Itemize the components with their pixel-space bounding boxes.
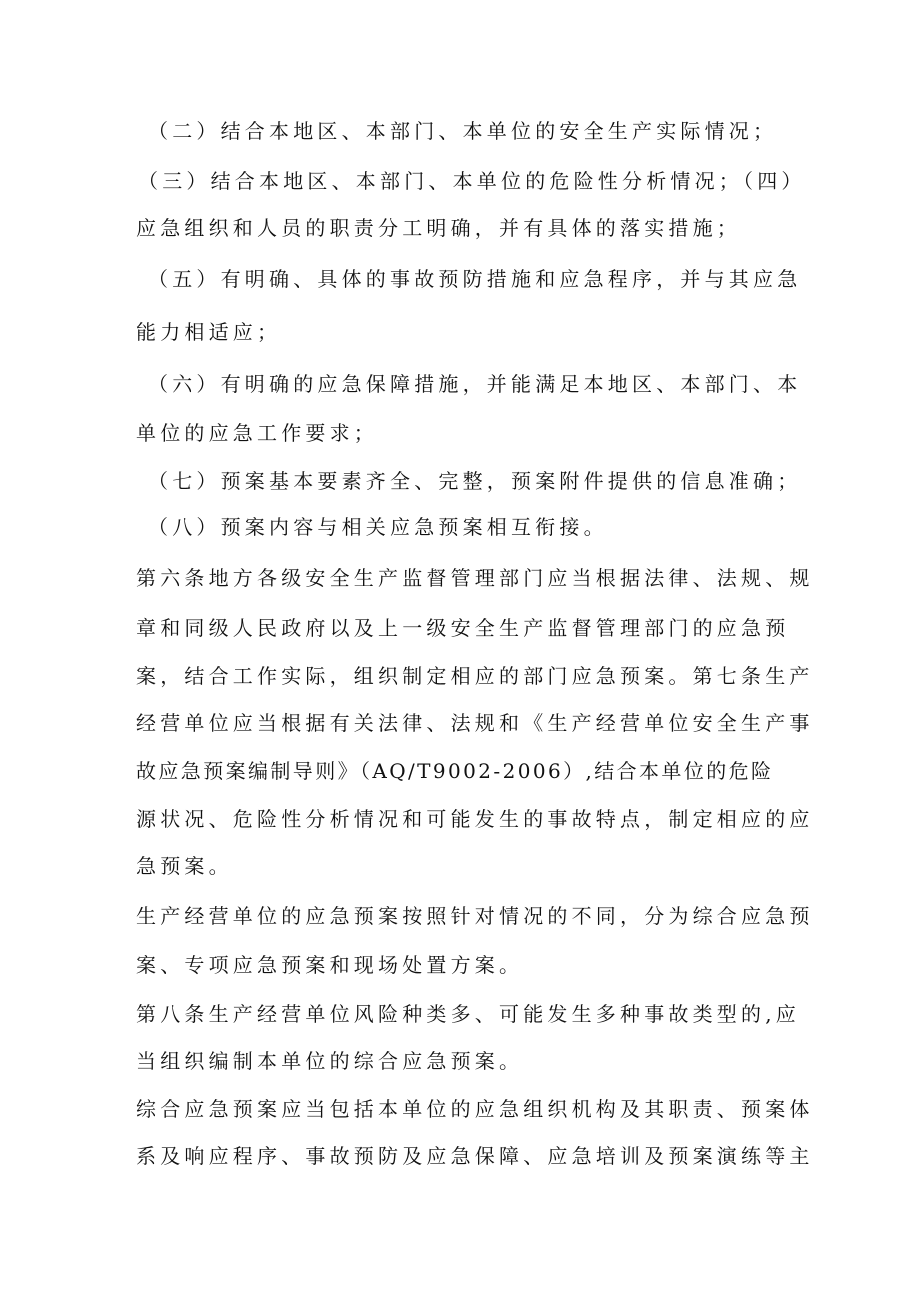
text-line-14: 故应急预案编制导则》（AQ/T9002-2006）,结合本单位的危险	[136, 759, 774, 783]
text-line-21: 综合应急预案应当包括本单位的应急组织机构及其职责、预案体	[136, 1097, 814, 1121]
text-line-19: 第八条生产经营单位风险种类多、可能发生多种事故类型的,应	[136, 1002, 800, 1026]
text-line-20: 当组织编制本单位的综合应急预案。	[136, 1049, 524, 1073]
text-line-2: （三）结合本地区、本部门、本单位的危险性分析情况；（四）	[138, 169, 806, 193]
text-line-1: （二）结合本地区、本部门、本单位的安全生产实际情况；	[148, 119, 778, 143]
text-line-6: （六）有明确的应急保障措施，并能满足本地区、本部门、本	[148, 372, 802, 396]
text-line-17: 生产经营单位的应急预案按照针对情况的不同，分为综合应急预	[136, 904, 814, 928]
text-line-7: 单位的应急工作要求；	[136, 421, 378, 445]
text-line-12: 案，结合工作实际，组织制定相应的部门应急预案。第七条生产	[136, 664, 814, 688]
text-line-15: 源状况、危险性分析情况和可能发生的事故特点，制定相应的应	[136, 807, 814, 831]
text-line-5: 能力相适应；	[136, 320, 282, 344]
text-line-18: 案、专项应急预案和现场处置方案。	[136, 953, 524, 977]
text-line-22: 系及响应程序、事故预防及应急保障、应急培训及预案演练等主	[136, 1144, 814, 1168]
text-line-9: （八）预案内容与相关应急预案相互衔接。	[148, 515, 608, 539]
text-line-8: （七）预案基本要素齐全、完整，预案附件提供的信息准确；	[148, 469, 802, 493]
text-line-11: 章和同级人民政府以及上一级安全生产监督管理部门的应急预	[136, 616, 790, 640]
text-line-3: 应急组织和人员的职责分工明确，并有具体的落实措施；	[136, 216, 741, 240]
text-line-4: （五）有明确、具体的事故预防措施和应急程序，并与其应急	[148, 267, 802, 291]
text-line-10: 第六条地方各级安全生产监督管理部门应当根据法律、法规、规	[136, 566, 814, 590]
text-line-13: 经营单位应当根据有关法律、法规和《生产经营单位安全生产事	[136, 711, 814, 735]
text-line-16: 急预案。	[136, 854, 233, 878]
